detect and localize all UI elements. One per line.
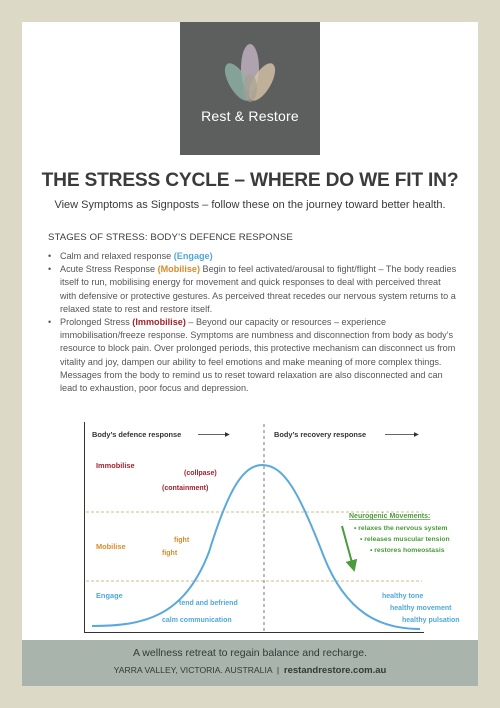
location-text: YARRA VALLEY, VICTORIA. AUSTRALIA: [113, 665, 273, 675]
label-healthy-pulsation: healthy pulsation: [402, 617, 460, 624]
lotus-logo-icon: [220, 42, 280, 108]
neurogenic-title: Neurogenic Movements:: [349, 513, 431, 520]
footer: [22, 640, 478, 686]
brand-name: Rest & Restore: [201, 108, 299, 124]
label-containment: (containment): [162, 485, 209, 492]
label-tend-befriend: tend and befriend: [179, 600, 238, 607]
stage-keyword: (Immobilise): [132, 317, 186, 328]
label-healthy-tone: healthy tone: [382, 593, 424, 600]
zone-label-engage: Engage: [96, 591, 123, 600]
separator: |: [276, 665, 280, 675]
website-link[interactable]: restandrestore.com.au: [283, 665, 387, 676]
stages-list: [48, 250, 458, 395]
page-subtitle: View Symptoms as Signposts – follow these on the journey toward better health.: [54, 199, 446, 211]
zone-label-mobilise: Mobilise: [96, 542, 126, 551]
label-fight-1: fight: [174, 537, 190, 544]
poster-page: [22, 22, 478, 686]
footer-tagline: A wellness retreat to regain balance and recharge.: [132, 647, 368, 659]
list-item: [48, 316, 458, 395]
section-heading: STAGES OF STRESS: BODY’S DEFENCE RESPONSE: [48, 232, 293, 243]
label-fight-2: fight: [162, 550, 178, 557]
label-healthy-movement: healthy movement: [390, 605, 452, 612]
stage-label: Acute Stress Response: [60, 264, 158, 275]
stage-label: Prolonged Stress: [60, 317, 133, 328]
recovery-heading: Body’s recovery response: [274, 430, 367, 439]
neurogenic-item: • releases muscular tension: [360, 536, 450, 543]
neurogenic-item: • restores homeostasis: [370, 547, 445, 554]
footer-location: [22, 665, 478, 676]
stage-keyword: (Engage): [173, 251, 213, 261]
zone-label-immobilise: Immobilise: [96, 461, 135, 470]
page-title: THE STRESS CYCLE – WHERE DO WE FIT IN?: [41, 170, 459, 191]
neurogenic-arrow: [342, 526, 354, 570]
stage-label: Calm and relaxed response: [60, 251, 174, 261]
stage-keyword: (Mobilise): [157, 264, 200, 275]
list-item: [48, 263, 458, 316]
list-item: [48, 250, 458, 263]
neurogenic-item: • relaxes the nervous system: [354, 525, 448, 532]
stage-text: – Beyond our capacity or resources – experience immobilisation/freeze response. Symptoms are numbness and disconnection from body as body’s resource to block pain. Over prolonged periods, this protective mechanism can disconnect us from vitality and joy, dampen our ability to feel emotions and make meaning of more complex things. Messages from the body to remind us to reset toward relaxation are also disconnected and can lead to exhaustion, poor focus and depression.: [60, 317, 456, 394]
defence-heading: Body’s defence response: [92, 430, 182, 439]
stage-text: Begin to feel activated/arousal to fight/flight – The body readies itself to run, mobilising energy for movement and quick responses to deal with perceived threat with defensive or protective gestures. As perceived threat recedes our nervous system returns to a relaxed state to rest and restore itself.: [60, 264, 457, 314]
label-calm-communication: calm communication: [162, 617, 232, 624]
logo-block: [180, 22, 320, 155]
stress-cycle-diagram: [84, 422, 460, 634]
label-collapse: (collpase): [184, 470, 217, 477]
